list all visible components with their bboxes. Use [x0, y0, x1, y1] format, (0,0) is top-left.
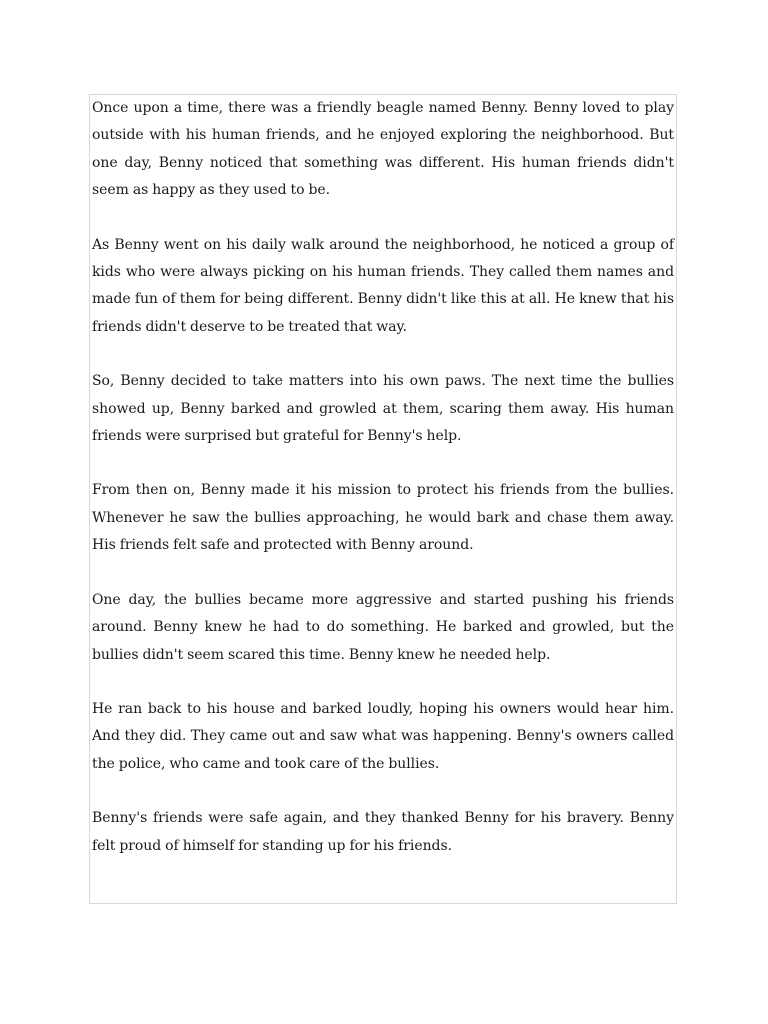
story-paragraph-4: From then on, Benny made it his mission to protect his friends from the bullies. Whenever he saw the bullies approaching, he would bark and chase them away. His friends felt safe and protected with Benny around.: [92, 482, 674, 554]
story-paragraph-6: He ran back to his house and barked loudly, hoping his owners would hear him. And they did. They came out and saw what was happening. Benny's owners called the police, who came and took care of the bullies.: [92, 700, 674, 772]
story-paragraph-5: One day, the bullies became more aggressive and started pushing his friends around. Benny knew he had to do something. He barked and growled, but the bullies didn't seem scared this time. Benny knew he needed help.: [92, 591, 674, 663]
story-paragraph-2: As Benny went on his daily walk around the neighborhood, he noticed a group of kids who were always picking on his human friends. They called them names and made fun of them for being different. Benny didn't like this at all. He knew that his friends didn't deserve to be treated that way.: [92, 236, 674, 335]
story-paragraph-1: Once upon a time, there was a friendly beagle named Benny. Benny loved to play outside with his human friends, and he enjoyed exploring the neighborhood. But one day, Benny noticed that something was different. His human friends didn't seem as happy as they used to be.: [92, 100, 674, 199]
story-paragraph-3: So, Benny decided to take matters into his own paws. The next time the bullies showed up, Benny barked and growled at them, scaring them away. His human friends were surprised but grateful for Benny's help.: [92, 373, 674, 445]
story-body: [92, 95, 674, 860]
story-paragraph-7: Benny's friends were safe again, and they thanked Benny for his bravery. Benny felt proud of himself for standing up for his friends.: [92, 810, 674, 854]
story-text-box: [89, 94, 677, 904]
